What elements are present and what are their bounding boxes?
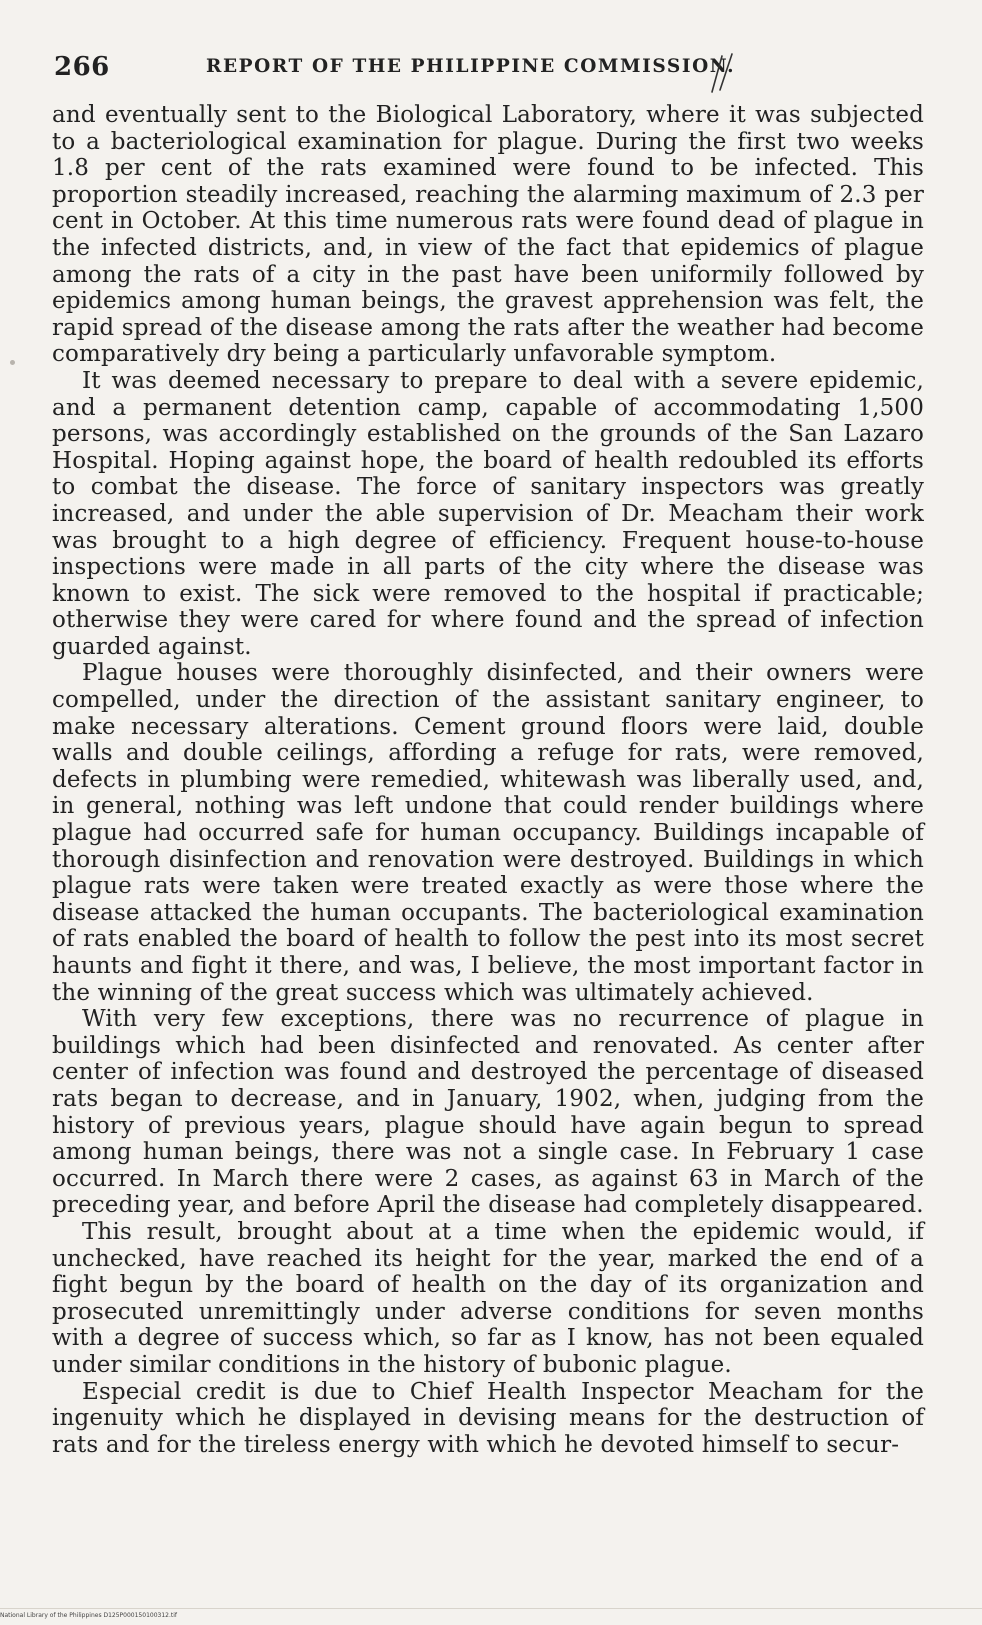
scan-source-footer: National Library of the Philippines D125P000150100312.tif	[0, 1612, 178, 1619]
paragraph: With very few exceptions, there was no recurrence of plague in buildings which had been disinfected and renovated. As center after center of infection was found and destroyed the percentage of diseased rats began to decrease, and in January, 1902, when, judging from the history of previous years, plague should have again begun to spread among human beings, there was not a single case. In February 1 case occurred. In March there were 2 cases, as against 63 in March of the preceding year, and before April the disease had completely disappeared.	[52, 1006, 924, 1219]
page-number: 266	[54, 52, 110, 82]
running-head: REPORT OF THE PHILIPPINE COMMISSION.	[206, 56, 736, 77]
handwritten-mark-icon	[700, 52, 740, 96]
footer-divider	[0, 1608, 982, 1609]
paragraph: and eventually sent to the Biological Laboratory, where it was subjected to a bacteriological examination for plague. During the first two weeks 1.8 per cent of the rats examined were found to be infected. This proportion steadily increased, reaching the alarming maximum of 2.3 per cent in October. At this time numerous rats were found dead of plague in the infected districts, and, in view of the fact that epidemics of plague among the rats of a city in the past have been uniformily followed by epidemics among human beings, the gravest apprehension was felt, the rapid spread of the disease among the rats after the weather had become comparatively dry being a particularly unfavorable symptom.	[52, 102, 924, 368]
paragraph: Especial credit is due to Chief Health Inspector Meacham for the ingenuity which he displayed in devising means for the destruction of rats and for the tireless energy with which he devoted himself to secur-	[52, 1378, 924, 1458]
paragraph: It was deemed necessary to prepare to deal with a severe epidemic, and a permanent detention camp, capable of accommodating 1,500 persons, was accordingly established on the grounds of the San Lazaro Hospital. Hoping against hope, the board of health redoubled its efforts to combat the disease. The force of sanitary inspectors was greatly increased, and under the able supervision of Dr. Meacham their work was brought to a high degree of efficiency. Frequent house-to-house inspections were made in all parts of the city where the disease was known to exist. The sick were removed to the hospital if practicable; otherwise they were cared for where found and the spread of infection guarded against.	[52, 367, 924, 660]
body-text	[52, 102, 924, 1458]
paragraph: Plague houses were thoroughly disinfected, and their owners were compelled, under the direction of the assistant sanitary engineer, to make necessary alterations. Cement ground floors were laid, double walls and double ceilings, affording a refuge for rats, were removed, defects in plumbing were remedied, whitewash was liberally used, and, in general, nothing was left undone that could render buildings where plague had occurred safe for human occupancy. Buildings incapable of thorough disinfection and renovation were destroyed. Buildings in which plague rats were taken were treated exactly as were those where the disease attacked the human occupants. The bacteriological examination of rats enabled the board of health to follow the pest into its most secret haunts and fight it there, and was, I believe, the most important factor in the winning of the great success which was ultimately achieved.	[52, 660, 924, 1006]
page-header	[54, 52, 934, 92]
margin-speck	[10, 360, 15, 365]
paragraph: This result, brought about at a time when the epidemic would, if unchecked, have reached its height for the year, marked the end of a fight begun by the board of health on the day of its organization and prosecuted unremittingly under adverse conditions for seven months with a degree of success which, so far as I know, has not been equaled under similar conditions in the history of bubonic plague.	[52, 1218, 924, 1378]
